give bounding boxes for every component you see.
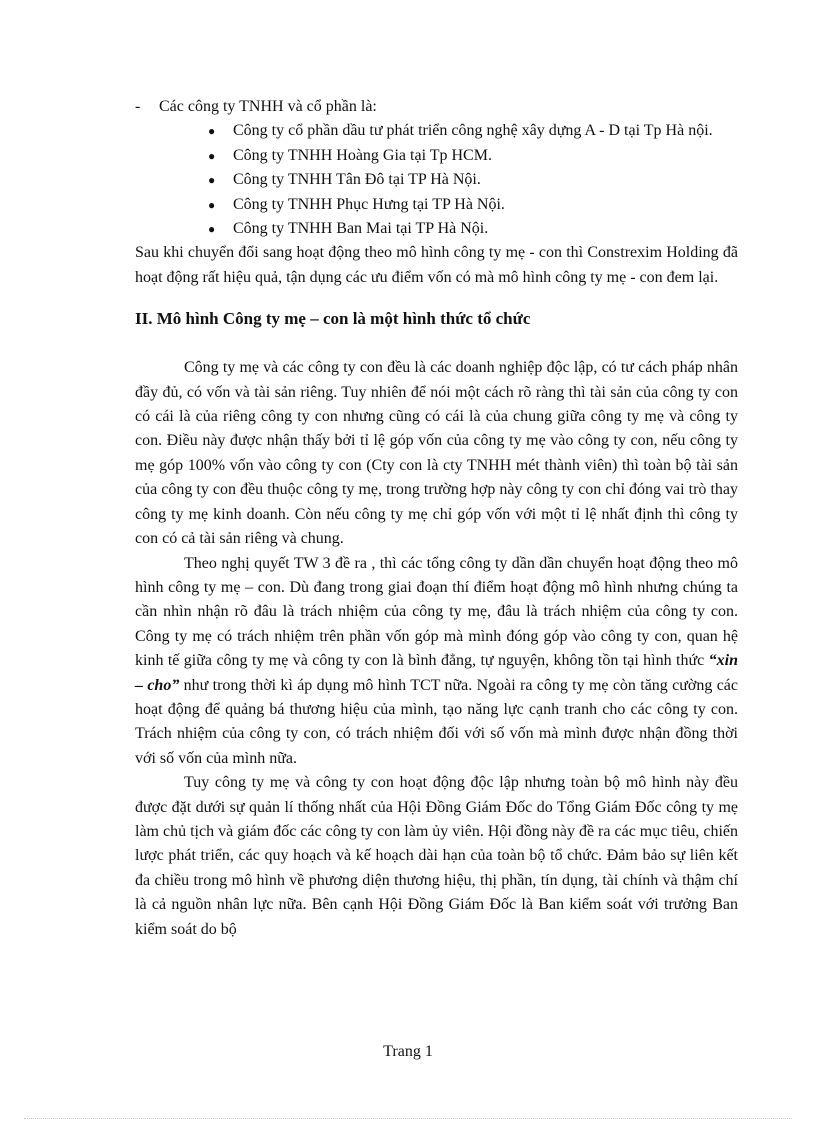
paragraph-2-text-end: như trong thời kì áp dụng mô hình TCT nữa. Ngoài ra công ty mẹ còn tăng cường các hoạt động để quảng bá thương hiệu của mình, tạo năng lực cạnh tranh cho các công ty con. Trách nhiệm của công ty con, có trách nhiệm đối với số vốn mà mình được nhận đồng thời với số vốn của mình nữa.	[135, 676, 738, 767]
company-text: Công ty TNHH Ban Mai tại TP Hà Nội.	[233, 220, 489, 238]
page-content	[135, 95, 738, 942]
bullet-icon: ●	[208, 148, 216, 163]
bullet-icon: ●	[208, 197, 216, 212]
paragraph-2-text: Theo nghị quyết TW 3 đề ra , thì các tổng công ty dần dần chuyển hoạt động theo mô hình công ty mẹ – con. Dù đang trong giai đoạn thí điểm hoạt động mô hình nhưng chúng ta cần nhìn nhận rõ đâu là trách nhiệm của công ty mẹ, đâu là trách nhiệm của công ty con. Công ty mẹ có trách nhiệm trên phần vốn góp mà mình đóng góp vào công ty con, quan hệ kinh tế giữa công ty mẹ và công ty con là bình đẳng, tự nguyện, không tồn tại hình thức	[135, 554, 738, 670]
dash-marker: -	[135, 98, 141, 115]
list-item	[208, 168, 738, 192]
company-text: Công ty TNHH Tân Đô tại TP Hà Nội.	[233, 171, 481, 189]
bullet-icon: ●	[208, 222, 216, 237]
page-footer	[0, 1042, 816, 1062]
bullet-icon: ●	[208, 124, 216, 139]
list-item	[208, 119, 738, 143]
section-heading: II. Mô hình Công ty mẹ – con là một hình thức tổ chức	[135, 309, 531, 329]
paragraph-1: Công ty mẹ và các công ty con đều là các doanh nghiệp độc lập, có tư cách pháp nhân đầy đủ, có vốn và tài sản riêng. Tuy nhiên để nói một cách rõ ràng thì tài sản của công ty con có cái là của riêng công ty con nhưng cũng có cái là của chung giữa công ty mẹ và công ty con. Điều này được nhận thấy bởi tỉ lệ góp vốn của công ty mẹ vào công ty con, nếu công ty mẹ góp 100% vốn vào công ty con (Cty con là cty TNHH mét thành viên) thì toàn bộ tài sản của công ty con đều thuộc công ty mẹ, trong trường hợp này công ty con chỉ đóng vai trò thay công ty mẹ kinh doanh. Còn nếu công ty mẹ chỉ góp vốn với một tỉ lệ nhất định thì công ty con có cả tài sản riêng và chung.	[135, 359, 738, 548]
company-list	[135, 119, 738, 241]
quote-xin-cho: “xin – cho”	[135, 652, 738, 694]
bullet-icon: ●	[208, 173, 216, 188]
company-text: Công ty TNHH Phục Hưng tại TP Hà Nội.	[233, 195, 505, 213]
summary-paragraph: Sau khi chuyển đổi sang hoạt động theo mô hình công ty mẹ - con thì Constrexim Holding đã hoạt động rất hiệu quả, tận dụng các ưu điểm vốn có mà mô hình công ty mẹ - con đem lại.	[135, 244, 738, 286]
list-intro	[135, 95, 738, 119]
page-bottom-border	[24, 1118, 792, 1119]
list-item	[208, 144, 738, 168]
paragraph-2	[135, 552, 738, 772]
company-text: Công ty TNHH Hoàng Gia tại Tp HCM.	[233, 146, 492, 164]
company-text: Công ty cổ phần dầu tư phát triển công nghệ xây dựng A - D tại Tp Hà nội.	[233, 122, 713, 140]
list-item	[208, 217, 738, 241]
list-intro-text: Các công ty TNHH và cổ phần là:	[159, 98, 377, 115]
paragraph-3: Tuy công ty mẹ và công ty con hoạt động độc lập nhưng toàn bộ mô hình này đều được đặt dưới sự quản lí thống nhất của Hội Đồng Giám Đốc do Tổng Giám Đốc công ty mẹ làm chủ tịch và giám đốc các công ty con làm ủy viên. Hội đồng này đề ra các mục tiêu, chiến lược phát triển, các quy hoạch và kế hoạch dài hạn của toàn bộ tổ chức. Đảm bảo sự liên kết đa chiều trong mô hình về phương diện thương hiệu, thị phần, tín dụng, tài chính và thậm chí là cả nguồn nhân lực nữa. Bên cạnh Hội Đồng Giám Đốc là Ban kiểm soát với trưởng Ban kiểm soát do bộ	[135, 774, 738, 938]
page-number: Trang 1	[383, 1043, 433, 1060]
list-item	[208, 193, 738, 217]
